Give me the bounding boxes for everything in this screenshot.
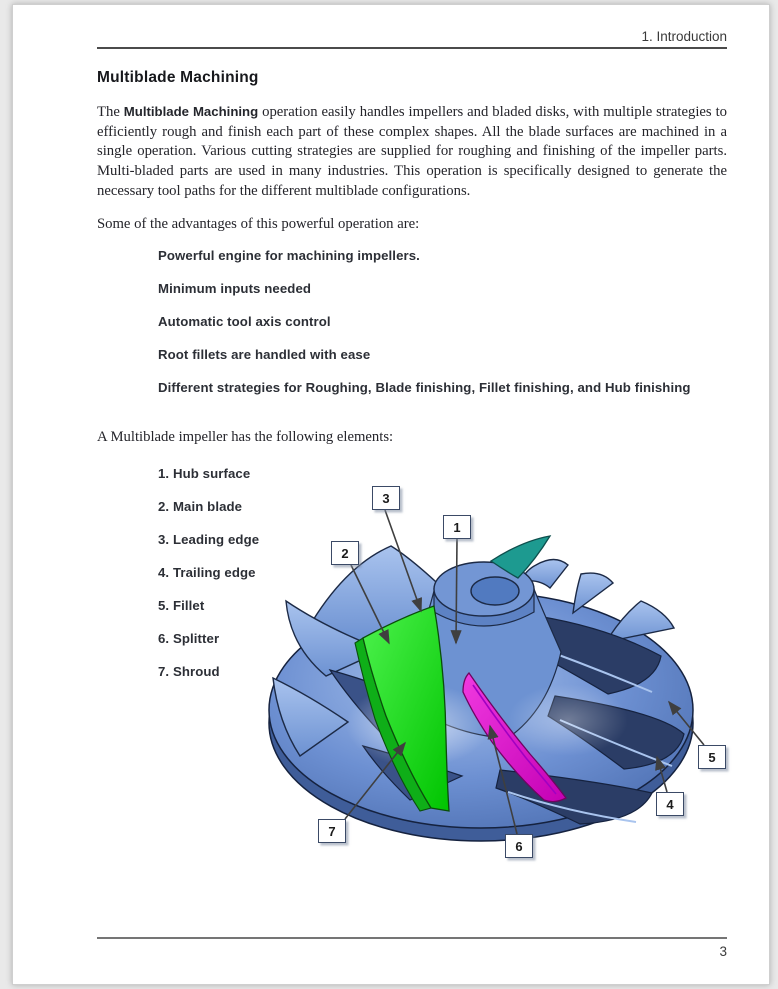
- callout-box-5: 5: [698, 745, 726, 769]
- element-item: 6. Splitter: [158, 630, 220, 646]
- element-item: 3. Leading edge: [158, 531, 260, 547]
- callout-arrow-1: [456, 539, 457, 643]
- advantage-item: Minimum inputs needed: [158, 281, 312, 297]
- advantage-item: Powerful engine for machining impellers.: [158, 248, 420, 264]
- header-rule: [97, 47, 727, 49]
- advantage-item: Automatic tool axis control: [158, 314, 331, 330]
- element-item: 2. Main blade: [158, 498, 243, 514]
- running-header: 1. Introduction: [641, 29, 727, 44]
- advantages-list: [97, 246, 727, 397]
- element-item: 7. Shroud: [158, 663, 220, 679]
- element-item: 4. Trailing edge: [158, 564, 256, 580]
- callout-box-2: 2: [331, 541, 359, 565]
- callout-box-3: 3: [372, 486, 400, 510]
- disk-highlight: [508, 684, 628, 756]
- impeller-figure: [268, 470, 748, 890]
- page-number: 3: [719, 944, 727, 959]
- intro-text-rest: operation easily handles impellers and bladed disks, with multiple strategies to efficiently rough and finish each part of these complex shapes. All the blade surfaces are machined in a single operation. Various cutting strategies are supplied for roughing and finishing of the impeller parts. Multi-bladed parts are used in many industries. This operation is specifically designed to generate the necessary tool paths for the different multiblade configurations.: [97, 104, 728, 199]
- callout-box-7: 7: [318, 819, 346, 843]
- intro-text-pre: The: [97, 104, 124, 120]
- intro-bold-term: Multiblade Machining: [123, 104, 259, 119]
- advantage-item: Different strategies for Roughing, Blade finishing, Fillet finishing, and Hub finishing: [158, 380, 691, 396]
- callout-box-1: 1: [443, 515, 471, 539]
- callout-box-6: 6: [505, 834, 533, 858]
- impeller-bore-hole: [471, 577, 519, 605]
- footer-rule: [97, 937, 727, 939]
- elements-intro: A Multiblade impeller has the following elements:: [97, 429, 394, 446]
- advantage-item: Root fillets are handled with ease: [158, 347, 371, 363]
- element-item: 1. Hub surface: [158, 465, 251, 481]
- document-page: [12, 4, 770, 985]
- intro-paragraph: [97, 102, 727, 202]
- element-item: 5. Fillet: [158, 597, 205, 613]
- advantages-intro: Some of the advantages of this powerful operation are:: [97, 215, 420, 232]
- callout-box-4: 4: [656, 792, 684, 816]
- page-title: Multiblade Machining: [97, 69, 259, 86]
